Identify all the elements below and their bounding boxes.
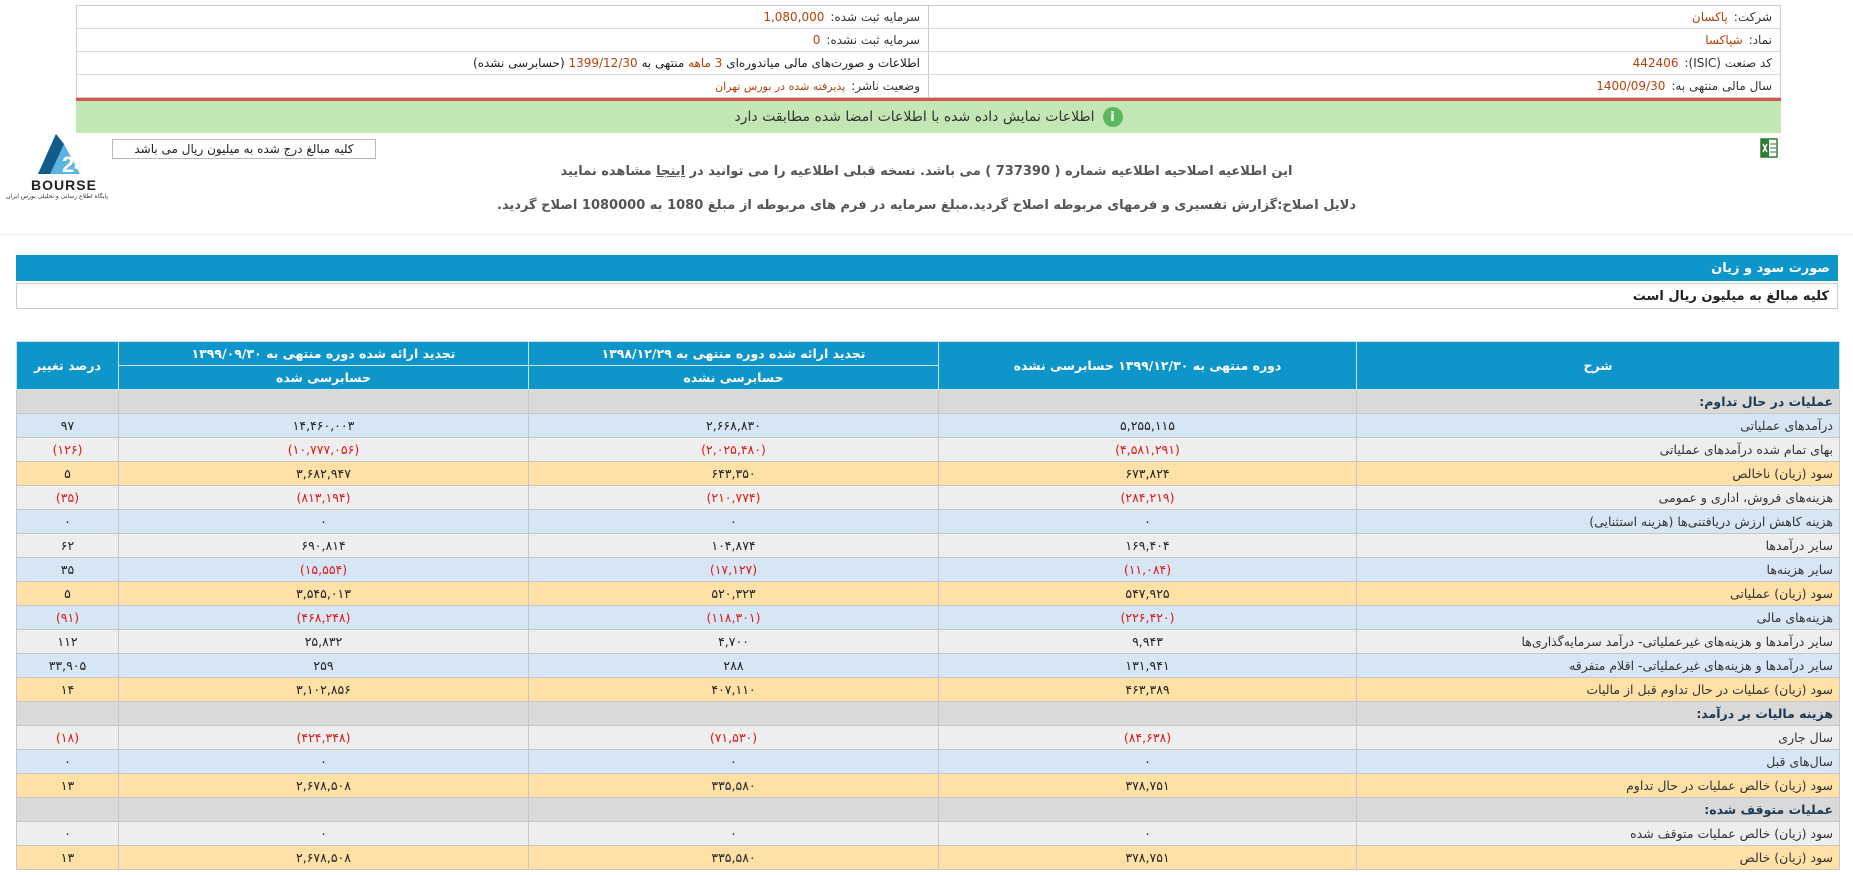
value-col3 [119,798,529,822]
value-change-pct [17,702,119,726]
value-change-pct: ۰ [17,510,119,534]
amount-unit-note: کلیه مبالغ درج شده به میلیون ریال می باشد [112,139,376,159]
row-description: سود (زیان) عملیات در حال تداوم قبل از مالیات [1357,678,1840,702]
report-type-prefix: اطلاعات و صورت‌های مالی میاندوره‌ای [726,56,920,70]
info-row [77,29,1780,52]
value-change-pct: ۰ [17,750,119,774]
value-col2: ۵۲۰,۳۲۳ [529,582,939,606]
header-col1: دوره منتهی به ۱۳۹۹/۱۲/۳۰ حسابرسی نشده [939,342,1357,390]
correction-reasons: دلایل اصلاح:گزارش تفسیری و فرمهای مربوطه اصلاح گردید.مبلغ سرمایه در فرم های مربوطه از مبلغ 1080 به 1080000 اصلاح گردید. [496,198,1357,213]
income-statement-table [16,341,1840,870]
value-col3: (۸۱۳,۱۹۴) [119,486,529,510]
row-description: سایر درآمدها و هزینه‌های غیرعملیاتی- اقلام متفرقه [1357,654,1840,678]
value-col2: (۱۷,۱۲۷) [529,558,939,582]
value-col1: ۰ [939,750,1357,774]
value-col1: ۵۴۷,۹۲۵ [939,582,1357,606]
value-col1: (۴,۵۸۱,۲۹۱) [939,438,1357,462]
value-col2: ۲,۶۶۸,۸۳۰ [529,414,939,438]
value-col1: (۸۴,۶۳۸) [939,726,1357,750]
value-col1: ۳۷۸,۷۵۱ [939,846,1357,870]
row-description: سایر درآمدها [1357,534,1840,558]
table-row [17,558,1840,582]
value-col3: ۶۹۰,۸۱۴ [119,534,529,558]
table-row [17,798,1840,822]
value-change-pct: ۹۷ [17,414,119,438]
value-col1: (۱۱,۰۸۴) [939,558,1357,582]
info-row [77,75,1780,97]
table-row [17,510,1840,534]
publisher-status-label: وضعیت ناشر: [851,79,920,93]
value-col1: ۴۶۳,۳۸۹ [939,678,1357,702]
value-col1: ۱۶۹,۴۰۴ [939,534,1357,558]
row-description: هزینه مالیات بر درآمد: [1357,702,1840,726]
table-row [17,462,1840,486]
table-row [17,582,1840,606]
value-col2: ۲۸۸ [529,654,939,678]
previous-version-link[interactable]: اینجا [656,164,686,179]
value-change-pct: ۰ [17,822,119,846]
row-description: بهای تمام شده درآمدهای عملیاتی [1357,438,1840,462]
value-col2 [529,390,939,414]
value-change-pct: ۳۳,۹۰۵ [17,654,119,678]
symbol-label: نماد: [1748,33,1772,47]
value-col1: ۰ [939,510,1357,534]
value-change-pct: (۱۲۶) [17,438,119,462]
signature-match-text: اطلاعات نمایش داده شده با اطلاعات امضا شده مطابقت دارد [734,109,1095,125]
value-col1: ۵,۲۵۵,۱۱۵ [939,414,1357,438]
table-row [17,678,1840,702]
logo-caption: پایگاه اطلاع رسانی و تحلیلی بورس ایران [6,193,108,200]
svg-text:24: 24 [62,152,87,177]
value-col1 [939,798,1357,822]
value-col3: ۰ [119,822,529,846]
value-col3: (۴۲۴,۳۴۸) [119,726,529,750]
fiscal-year-cell [929,75,1780,97]
isic-value: 442406 [1632,56,1679,70]
company-value: پاکسان [1691,10,1728,24]
value-col2: ۴,۷۰۰ [529,630,939,654]
symbol-cell [929,29,1780,51]
header-change-pct: درصد تغییر [17,342,119,390]
report-type-cell [77,52,929,74]
table-row [17,486,1840,510]
header-desc: شرح [1357,342,1840,390]
value-col3: (۱۰,۷۷۷,۰۵۶) [119,438,529,462]
excel-export-icon[interactable] [1760,138,1778,158]
table-row [17,606,1840,630]
value-col2: (۱۱۸,۳۰۱) [529,606,939,630]
unregistered-capital-label: سرمایه ثبت نشده: [826,33,920,47]
section-unit-note: کلیه مبالغ به میلیون ریال است [16,283,1838,309]
section-title: صورت سود و زیان [16,255,1838,281]
table-row [17,726,1840,750]
value-col3: ۲,۶۷۸,۵۰۸ [119,774,529,798]
row-description: سود (زیان) عملیاتی [1357,582,1840,606]
value-change-pct: ۳۵ [17,558,119,582]
value-col2: ۰ [529,822,939,846]
row-description: سود (زیان) خالص [1357,846,1840,870]
value-col3 [119,702,529,726]
symbol-value: شپاکسا [1705,33,1743,47]
value-col2: (۷۱,۵۳۰) [529,726,939,750]
value-col3: ۳,۱۰۲,۸۵۶ [119,678,529,702]
value-change-pct: (۳۵) [17,486,119,510]
fiscal-year-label: سال مالی منتهی به: [1671,79,1772,93]
row-description: درآمدهای عملیاتی [1357,414,1840,438]
row-description: عملیات در حال تداوم: [1357,390,1840,414]
value-change-pct: ۶۲ [17,534,119,558]
header-col2-sub: حسابرسی نشده [529,366,939,390]
table-row [17,630,1840,654]
registered-capital-value: 1,080,000 [763,10,825,24]
table-row [17,846,1840,870]
company-info-panel [76,5,1781,98]
value-change-pct: ۵ [17,582,119,606]
row-description: سود (زیان) خالص عملیات در حال تداوم [1357,774,1840,798]
value-col2 [529,798,939,822]
value-change-pct: (۹۱) [17,606,119,630]
value-col3: ۱۴,۴۶۰,۰۰۳ [119,414,529,438]
unregistered-capital-value: 0 [812,33,821,47]
value-col2: (۲,۰۲۵,۴۸۰) [529,438,939,462]
value-col2: ۰ [529,510,939,534]
value-col3: ۳,۵۴۵,۰۱۳ [119,582,529,606]
value-col3: ۳,۶۸۲,۹۴۷ [119,462,529,486]
value-col3: (۱۵,۵۵۴) [119,558,529,582]
report-type-mid: منتهی به [641,56,685,70]
registered-capital-label: سرمایه ثبت شده: [830,10,920,24]
isic-label: کد صنعت (ISIC): [1684,56,1772,70]
unregistered-capital-cell [77,29,929,51]
isic-cell [929,52,1780,74]
value-col2: ۳۳۵,۵۸۰ [529,846,939,870]
value-col2: ۰ [529,750,939,774]
value-col2: ۱۰۴,۸۷۴ [529,534,939,558]
table-row [17,750,1840,774]
info-icon: i [1103,107,1123,127]
value-col1: ۳۷۸,۷۵۱ [939,774,1357,798]
table-row [17,654,1840,678]
row-description: هزینه کاهش ارزش دریافتنی‌ها (هزینه استثنایی) [1357,510,1840,534]
value-change-pct [17,390,119,414]
header-col2: تجدید ارائه شده دوره منتهی به ۱۳۹۸/۱۲/۲۹ [529,342,939,366]
correction-notice [0,164,1853,179]
table-row [17,414,1840,438]
table-row [17,438,1840,462]
value-col1: ۶۷۳,۸۲۴ [939,462,1357,486]
value-col3: (۴۶۸,۲۴۸) [119,606,529,630]
value-col3: ۰ [119,750,529,774]
value-col2 [529,702,939,726]
value-col3 [119,390,529,414]
value-col1: (۲۸۴,۲۱۹) [939,486,1357,510]
table-row [17,702,1840,726]
value-col1: ۹,۹۴۳ [939,630,1357,654]
row-description: سود (زیان) خالص عملیات متوقف شده [1357,822,1840,846]
info-row [77,6,1780,29]
value-col1: (۲۲۶,۴۲۰) [939,606,1357,630]
row-description: سال‌های قبل [1357,750,1840,774]
row-description: سایر هزینه‌ها [1357,558,1840,582]
value-col1 [939,702,1357,726]
table-row [17,390,1840,414]
value-col1 [939,390,1357,414]
value-col1: ۰ [939,822,1357,846]
report-status: (حسابرسی نشده) [473,56,565,70]
table-header-row [17,342,1840,366]
report-period: 3 ماهه [688,56,723,70]
value-change-pct: ۱۴ [17,678,119,702]
info-row [77,52,1780,75]
table-row [17,534,1840,558]
value-col3: ۲۵۹ [119,654,529,678]
value-col3: ۰ [119,510,529,534]
value-change-pct: ۱۳ [17,774,119,798]
company-cell [929,6,1780,28]
fiscal-year-value: 1400/09/30 [1596,79,1666,93]
row-description: عملیات متوقف شده: [1357,798,1840,822]
table-body [17,390,1840,870]
correction-notice-prefix: این اطلاعیه اصلاحیه اطلاعیه شماره ( 737390 ) می باشد. نسخه قبلی اطلاعیه را می توانید در [689,164,1293,179]
row-description: سایر درآمدها و هزینه‌های غیرعملیاتی- درآمد سرمایه‌گذاری‌ها [1357,630,1840,654]
value-col2: ۶۴۳,۳۵۰ [529,462,939,486]
value-col3: ۲۵,۸۳۲ [119,630,529,654]
signature-match-banner [76,101,1781,133]
publisher-status-cell [77,75,929,97]
header-col3-sub: حسابرسی شده [119,366,529,390]
correction-notice-suffix: مشاهده نمایید [560,164,652,179]
value-col3: ۲,۶۷۸,۵۰۸ [119,846,529,870]
row-description: سال جاری [1357,726,1840,750]
logo-text: BOURSE [31,177,97,193]
row-description: سود (زیان) ناخالص [1357,462,1840,486]
value-change-pct [17,798,119,822]
separator [0,234,1853,235]
value-change-pct: ۱۳ [17,846,119,870]
value-col2: ۴۰۷,۱۱۰ [529,678,939,702]
report-date: 1399/12/30 [568,56,638,70]
row-description: هزینه‌های فروش، اداری و عمومی [1357,486,1840,510]
registered-capital-cell [77,6,929,28]
value-change-pct: ۵ [17,462,119,486]
value-change-pct: (۱۸) [17,726,119,750]
value-col2: ۳۳۵,۵۸۰ [529,774,939,798]
value-col2: (۲۱۰,۷۷۴) [529,486,939,510]
value-col1: ۱۳۱,۹۴۱ [939,654,1357,678]
row-description: هزینه‌های مالی [1357,606,1840,630]
table-row [17,774,1840,798]
value-change-pct: ۱۱۲ [17,630,119,654]
publisher-status-value: پذیرفته شده در بورس تهران [715,79,846,93]
company-label: شرکت: [1733,10,1772,24]
table-row [17,822,1840,846]
header-col3: تجدید ارائه شده دوره منتهی به ۱۳۹۹/۰۹/۳۰ [119,342,529,366]
